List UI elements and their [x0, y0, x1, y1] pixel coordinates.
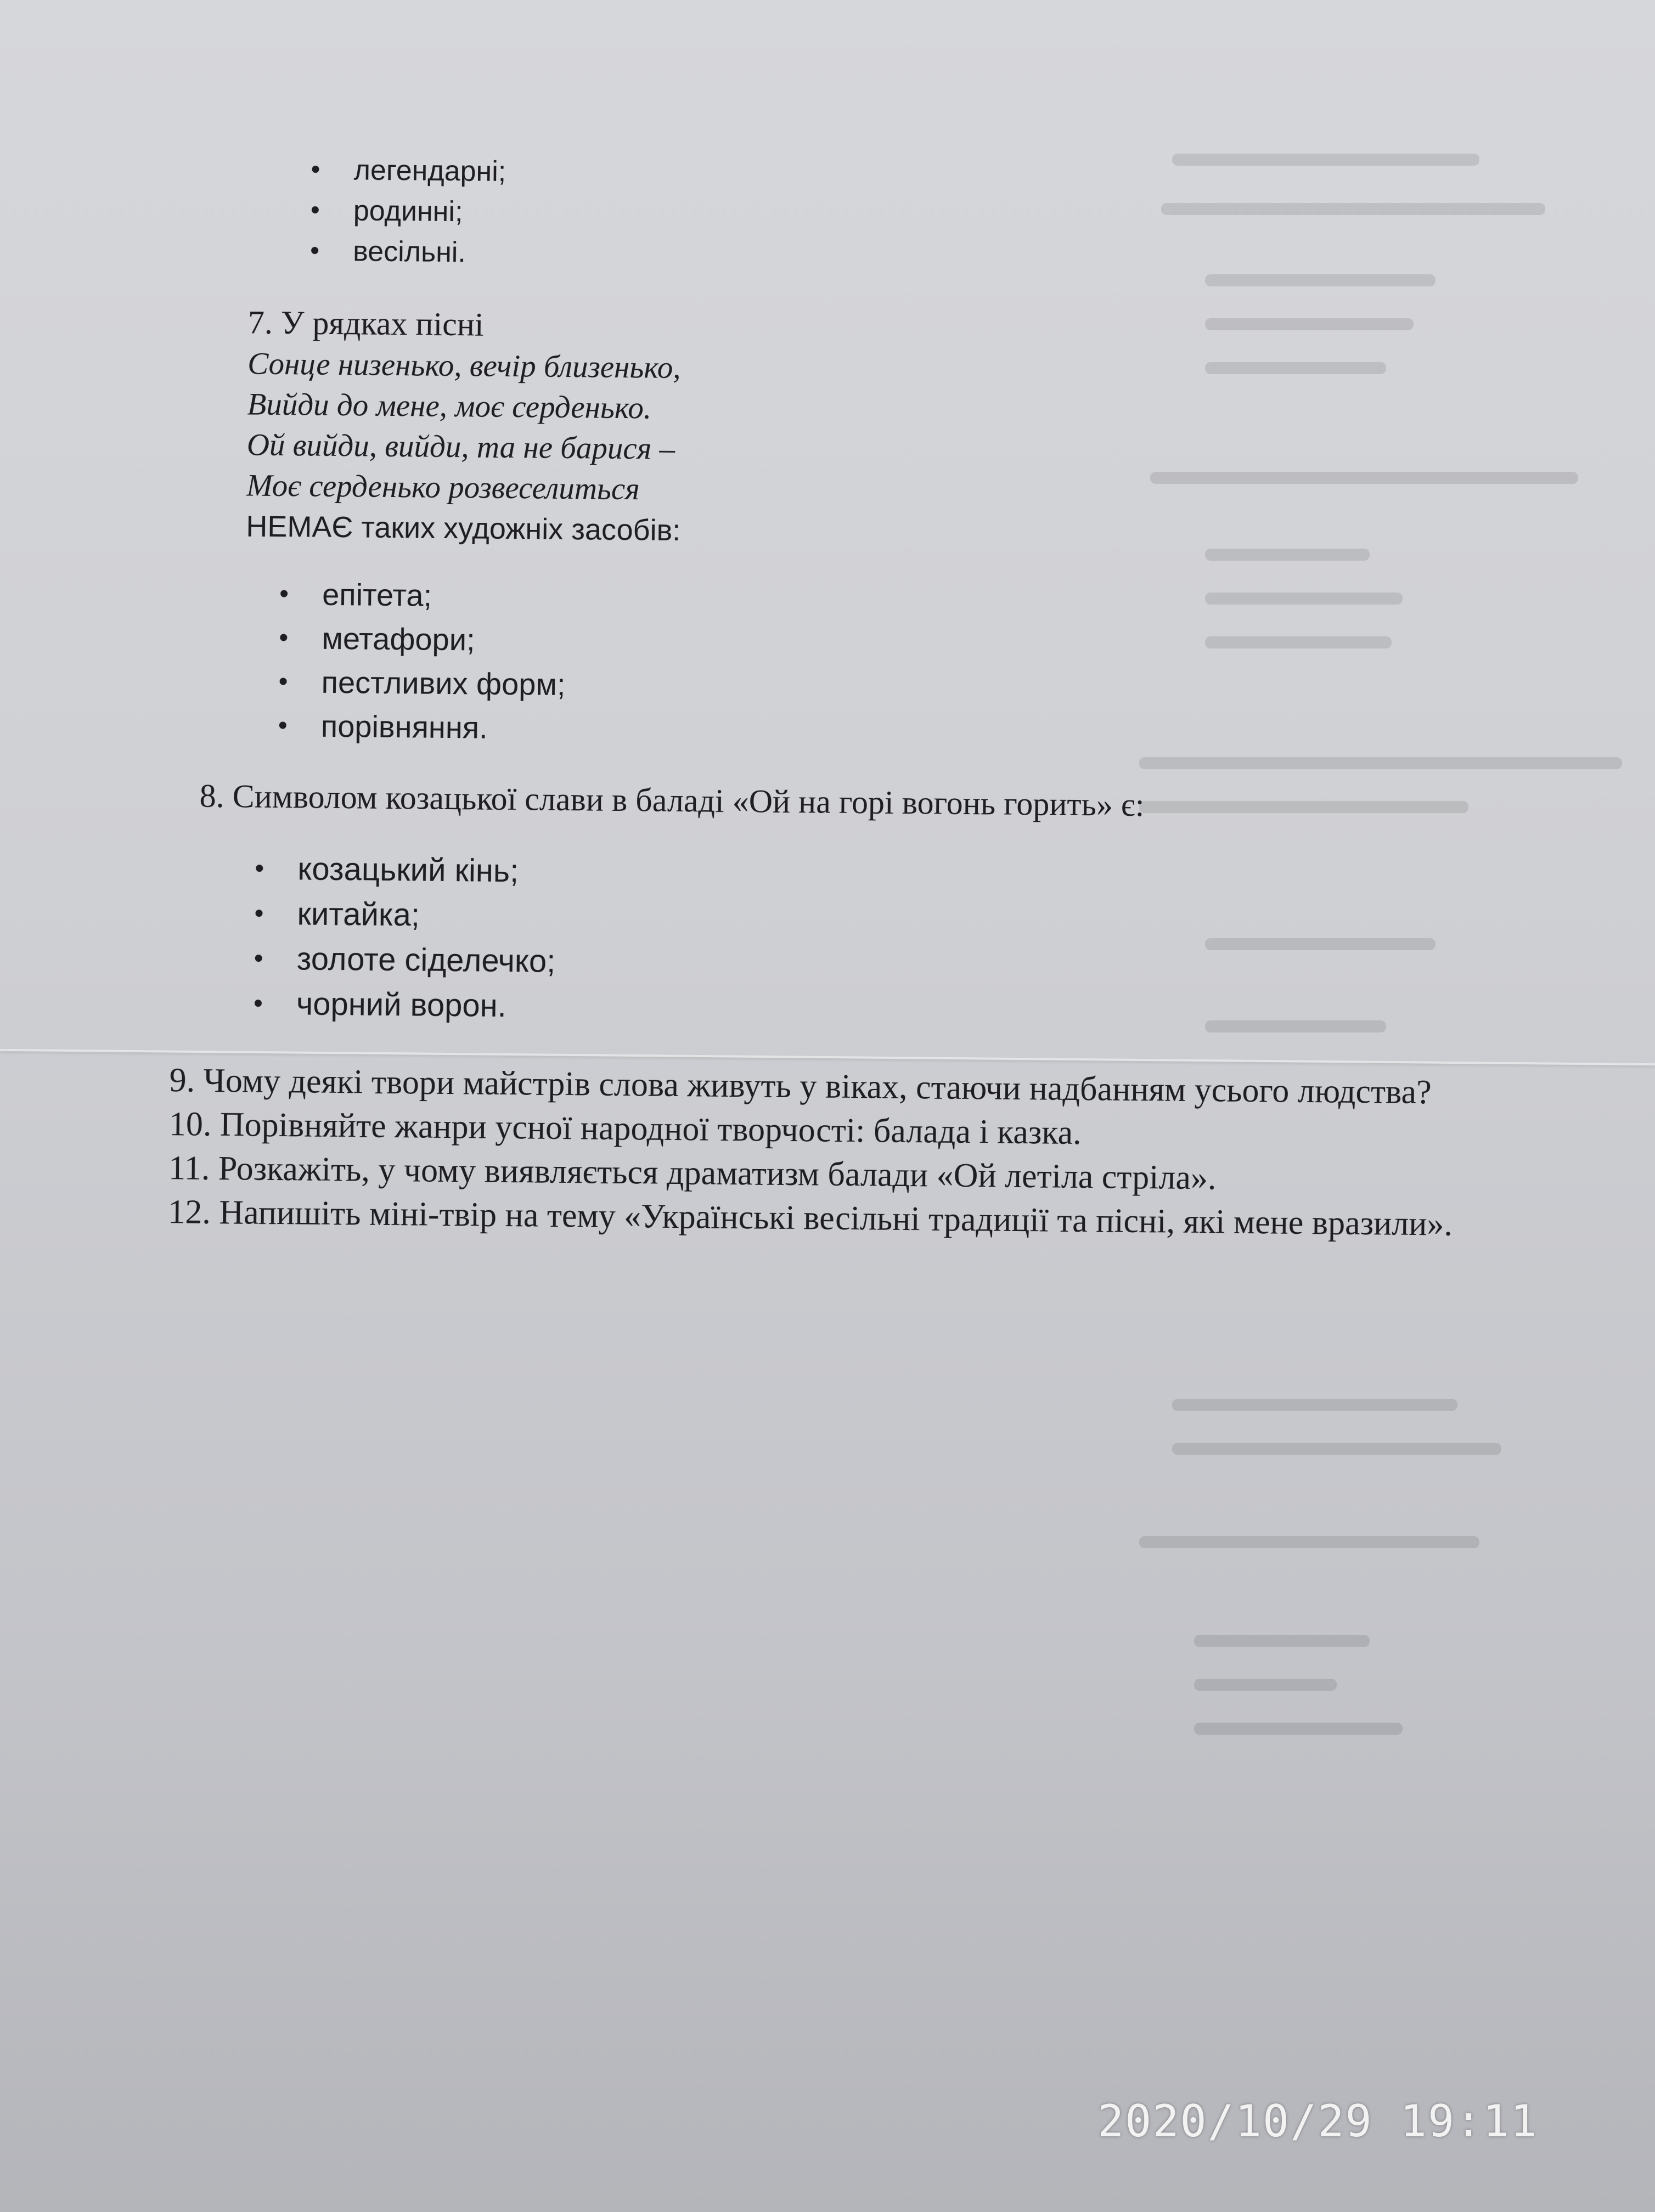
task-item: 12. Напишіть міні-твір на тему «Українські весільні традиції та пісні, які мене вразили». — [168, 1193, 1453, 1243]
question-7-prompt: НЕМАЄ таких художніх засобів: — [246, 510, 681, 548]
list-item: • метафори; — [322, 617, 1642, 673]
question-7-title: 7. У рядках пісні — [247, 304, 484, 343]
top-option-list — [353, 150, 1646, 284]
list-item: • золоте сіделечко; — [296, 936, 1639, 994]
list-item: • козацький кінь; — [297, 847, 1640, 904]
question-7 — [246, 301, 1645, 560]
task-item: 9. Чому деякі твори майстрів слова живуть у віках, стаючи надбанням усього людства? — [169, 1062, 1432, 1111]
poem-line: Моє серденько розвеселиться — [246, 468, 640, 507]
list-item: • весільні. — [353, 231, 1646, 284]
poem-line: Сонце низенько, вечір близенько, — [247, 346, 681, 386]
photo-timestamp: 2020/10/29 19:11 — [1097, 2096, 1538, 2147]
list-item: • порівняння. — [321, 704, 1641, 761]
document-body — [154, 148, 1646, 1248]
poem-line: Ой вийди, вийди, та не барися – — [246, 427, 675, 466]
list-item: • пестливих форм; — [321, 661, 1641, 717]
open-tasks — [168, 1058, 1637, 1248]
list-item: • легендарні; — [353, 150, 1646, 203]
question-8-options — [296, 847, 1640, 1039]
question-8-title: 8. Символом козацької слави в баладі «Ой на горі вогонь горить» є: — [199, 777, 1145, 823]
list-item: • родинні; — [353, 190, 1646, 244]
list-item: • китайка; — [297, 891, 1639, 949]
poem-line: Вийди до мене, моє серденько. — [247, 387, 652, 426]
task-item: 10. Порівняйте жанри усної народної творчості: балада і казка. — [168, 1105, 1082, 1152]
task-item: 11. Розкажіть, у чому виявляється драматизм балади «Ой летіла стріла». — [168, 1149, 1217, 1197]
list-item: • епітета; — [322, 573, 1642, 629]
question-7-options — [321, 573, 1642, 761]
list-item: • чорний ворон. — [296, 981, 1639, 1039]
